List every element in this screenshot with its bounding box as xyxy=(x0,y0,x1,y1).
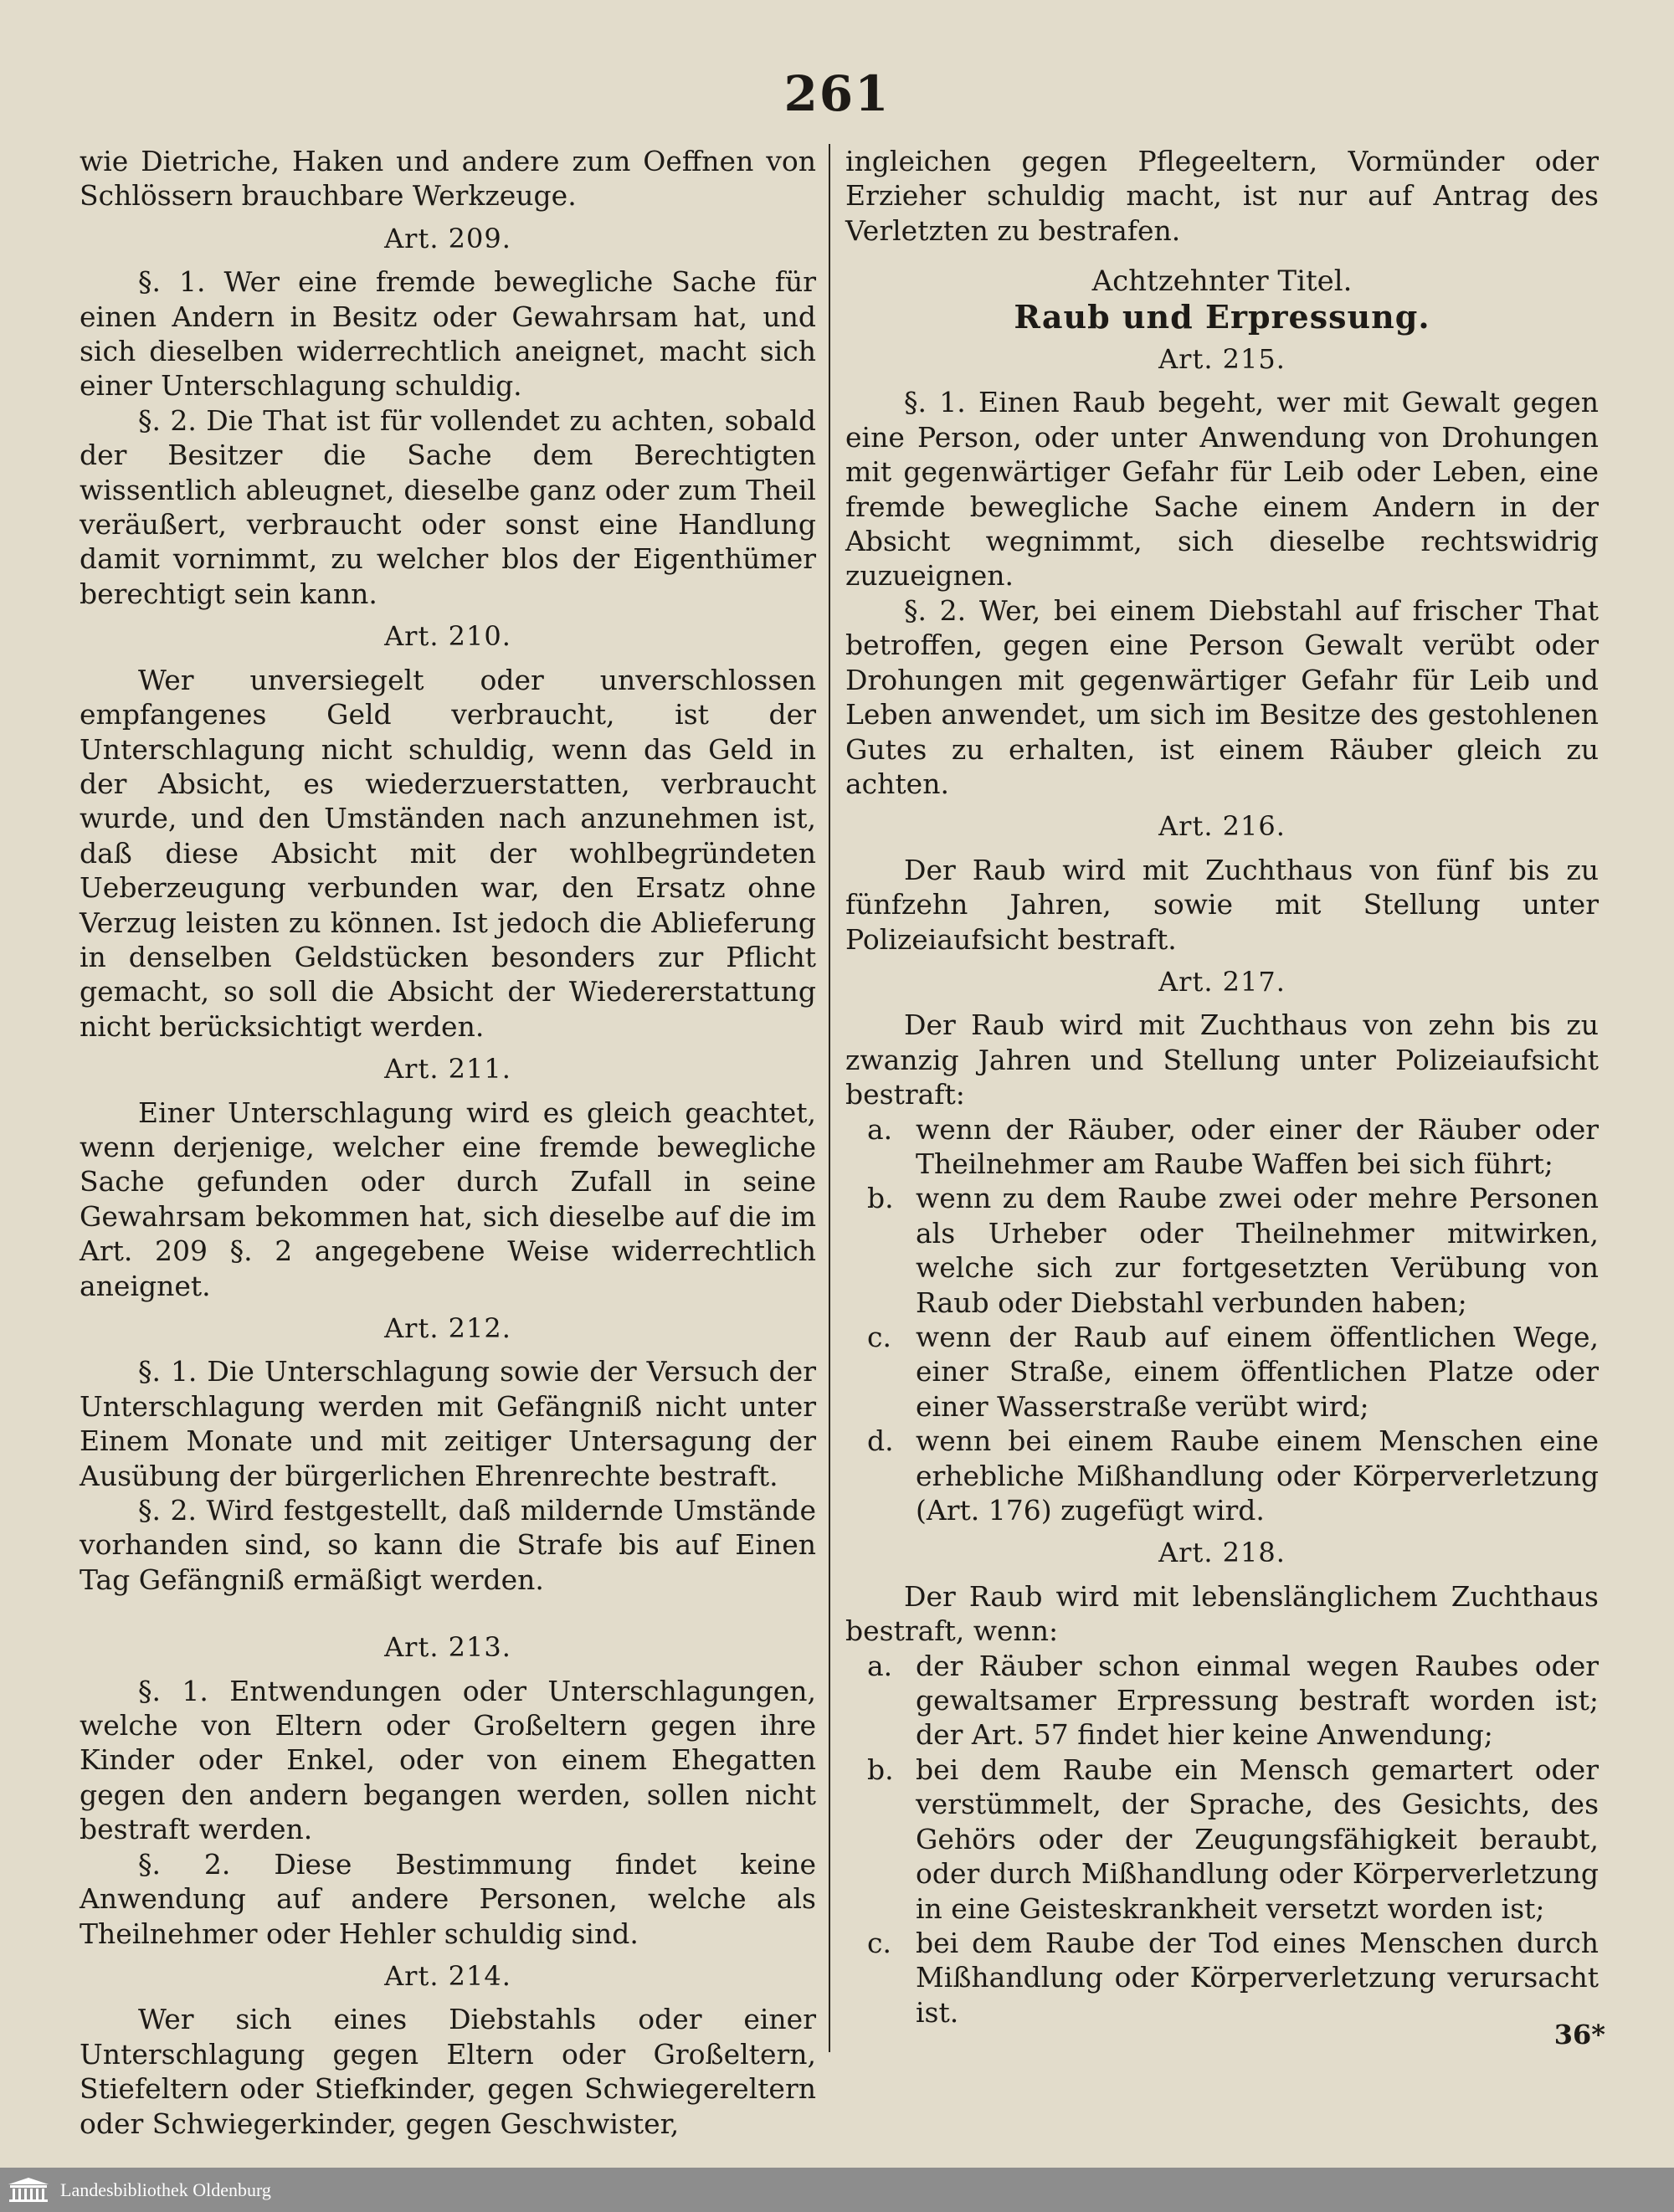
article-heading: Art. 217. xyxy=(1158,965,1286,998)
list-item-text: bei dem Raube der Tod eines Menschen durch Mißhandlung oder Körperverletzung verursacht ist. xyxy=(916,1926,1599,2029)
sheet-signature: 36* xyxy=(1553,2019,1605,2050)
list-item-marker: d. xyxy=(867,1424,894,1458)
section-title: Achtzehnter Titel. xyxy=(1091,264,1353,299)
column-divider xyxy=(829,144,830,2052)
list-item-text: wenn zu dem Raube zwei oder mehre Personen als Urheber oder Theilnehmer mitwirken, welche sich zur fortgesetzten Verübung von Raub oder Diebstahl verbunden haben; xyxy=(916,1182,1599,1319)
list-item xyxy=(845,1112,1599,1182)
list-item-text: wenn bei einem Raube einem Menschen eine erhebliche Mißhandlung oder Körperverletzung (Art. 176) zugefügt wird. xyxy=(916,1424,1599,1527)
list-item-marker: b. xyxy=(867,1182,894,1215)
library-building-icon xyxy=(7,2176,50,2203)
article-paragraph: Einer Unterschlagung wird es gleich geachtet, wenn derjenige, welcher eine fremde bewegliche Sache gefunden oder durch Zufall in seine Gewahrsam bekommen hat, sich dieselbe auf die im Art. 209 §. 2 angegebene Weise widerrechtlich aneignet. xyxy=(80,1096,816,1302)
list-item-text: wenn der Räuber, oder einer der Räuber oder Theilnehmer am Raube Waffen bei sich führt; xyxy=(916,1112,1599,1180)
right-intro-text: ingleichen gegen Pflegeeltern, Vormünder oder Erzieher schuldig macht, ist nur auf Antrag des Verletzten zu bestrafen. xyxy=(845,145,1599,247)
list-item xyxy=(845,1181,1599,1320)
list-item-marker: b. xyxy=(867,1753,894,1786)
article-heading: Art. 218. xyxy=(1158,1537,1286,1569)
article-paragraph: §. 1. Einen Raub begeht, wer mit Gewalt gegen eine Person, oder unter Anwendung von Drohungen mit gegenwärtiger Gefahr für Leib oder Leben, eine fremde bewegliche Sache einem Andern in der Absicht wegnimmt, sich dieselbe rechtswidrig zuzueignen. xyxy=(845,386,1599,593)
list-item xyxy=(845,1926,1599,2030)
article-paragraph: §. 1. Entwendungen oder Unterschlagungen, welche von Eltern oder Großeltern gegen ihre Kinder oder Enkel, oder von einem Ehegatten gegen den andern begangen werden, sollen nicht bestraft werden. xyxy=(80,1674,816,1846)
article-paragraph: Der Raub wird mit Zuchthaus von zehn bis zu zwanzig Jahren und Stellung unter Polizeiaufsicht bestraft: xyxy=(845,1008,1599,1111)
article-heading: Art. 214. xyxy=(384,1959,511,1992)
article-paragraph: §. 1. Die Unterschlagung sowie der Versuch der Unterschlagung werden mit Gefängniß nicht unter Einem Monate und mit zeitiger Untersagung der Ausübung der bürgerlichen Ehrenrechte bestraft. xyxy=(80,1355,816,1492)
page-number: 261 xyxy=(783,65,891,122)
library-name: Landesbibliothek Oldenburg xyxy=(60,2179,271,2200)
article-paragraph: Der Raub wird mit lebenslänglichem Zuchthaus bestraft, wenn: xyxy=(845,1579,1599,1648)
footer-bar xyxy=(0,2168,1674,2212)
article-heading: Art. 215. xyxy=(1158,343,1286,376)
list-item-marker: c. xyxy=(867,1926,891,1959)
left-intro-text: wie Dietriche, Haken und andere zum Oeffnen von Schlössern brauchbare Werkzeuge. xyxy=(80,145,816,213)
list-item-text: bei dem Raube ein Mensch gemartert oder verstümmelt, der Sprache, des Gesichts, des Gehörs oder der Zeugungsfähigkeit beraubt, oder durch Mißhandlung oder Körperverletzung in eine Geisteskrankheit versetzt worden ist; xyxy=(916,1753,1599,1925)
list-item xyxy=(845,1424,1599,1527)
list-item xyxy=(845,1320,1599,1424)
article-paragraph: Wer sich eines Diebstahls oder einer Unterschlagung gegen Eltern oder Großeltern, Stiefeltern oder Stiefkinder, gegen Schwiegereltern oder Schwiegerkinder, gegen Geschwister, xyxy=(80,2003,816,2140)
article-paragraph: Wer unversiegelt oder unverschlossen empfangenes Geld verbraucht, ist der Unterschlagung nicht schuldig, wenn das Geld in der Absicht, es wiederzuerstatten, verbraucht wurde, und den Umständen nach anzunehmen ist, daß diese Absicht mit der wohlbegründeten Ueberzeugung verbunden war, den Ersatz ohne Verzug leisten zu können. Ist jedoch die Ablieferung in denselben Geldstücken besonders zur Pflicht gemacht, so soll die Absicht der Wiedererstattung nicht berücksichtigt werden. xyxy=(80,663,816,1043)
article-heading: Art. 210. xyxy=(384,620,511,653)
list-item-marker: a. xyxy=(867,1112,893,1146)
list-item-marker: a. xyxy=(867,1649,893,1682)
article-paragraph: §. 1. Wer eine fremde bewegliche Sache für einen Andern in Besitz oder Gewahrsam hat, und sich dieselben widerrechtlich aneignet, macht sich einer Unterschlagung schuldig. xyxy=(80,265,816,403)
list-item-marker: c. xyxy=(867,1321,891,1353)
right-column xyxy=(845,144,1599,2030)
list-item xyxy=(845,1649,1599,1753)
article-paragraph: §. 2. Wer, bei einem Diebstahl auf frischer That betroffen, gegen eine Person Gewalt verübt oder Drohungen mit gegenwärtiger Gefahr für Leib und Leben anwendet, um sich im Besitze des gestohlenen Gutes zu erhalten, ist einem Räuber gleich zu achten. xyxy=(845,593,1599,800)
article-heading: Art. 211. xyxy=(384,1053,511,1085)
article-paragraph: §. 2. Die That ist für vollendet zu achten, sobald der Besitzer die Sache dem Berechtigten wissentlich ableugnet, dieselbe ganz oder zum Theil veräußert, verbraucht oder sonst eine Handlung damit vornimmt, zu welcher blos der Eigenthümer berechtigt sein kann. xyxy=(80,403,816,610)
section-subtitle: Raub und Erpressung. xyxy=(1014,297,1430,336)
article-heading: Art. 209. xyxy=(384,222,511,254)
article-heading: Art. 216. xyxy=(1158,810,1286,843)
list-item-text: der Räuber schon einmal wegen Raubes oder gewaltsamer Erpressung bestraft worden ist; der Art. 57 findet hier keine Anwendung; xyxy=(916,1649,1599,1752)
article-heading: Art. 213. xyxy=(384,1631,511,1664)
article-paragraph: Der Raub wird mit Zuchthaus von fünf bis zu fünfzehn Jahren, sowie mit Stellung unter Polizeiaufsicht bestraft. xyxy=(845,853,1599,956)
article-paragraph: §. 2. Wird festgestellt, daß mildernde Umstände vorhanden sind, so kann die Strafe bis auf Einen Tag Gefängniß ermäßigt werden. xyxy=(80,1494,816,1596)
list-item xyxy=(845,1753,1599,1926)
left-column xyxy=(80,144,816,2141)
list-item-text: wenn der Raub auf einem öffentlichen Wege, einer Straße, einem öffentlichen Platze oder einer Wasserstraße verübt wird; xyxy=(916,1321,1599,1423)
article-heading: Art. 212. xyxy=(384,1312,511,1344)
article-paragraph: §. 2. Diese Bestimmung findet keine Anwendung auf andere Personen, welche als Theilnehmer oder Hehler schuldig sind. xyxy=(80,1847,816,1950)
